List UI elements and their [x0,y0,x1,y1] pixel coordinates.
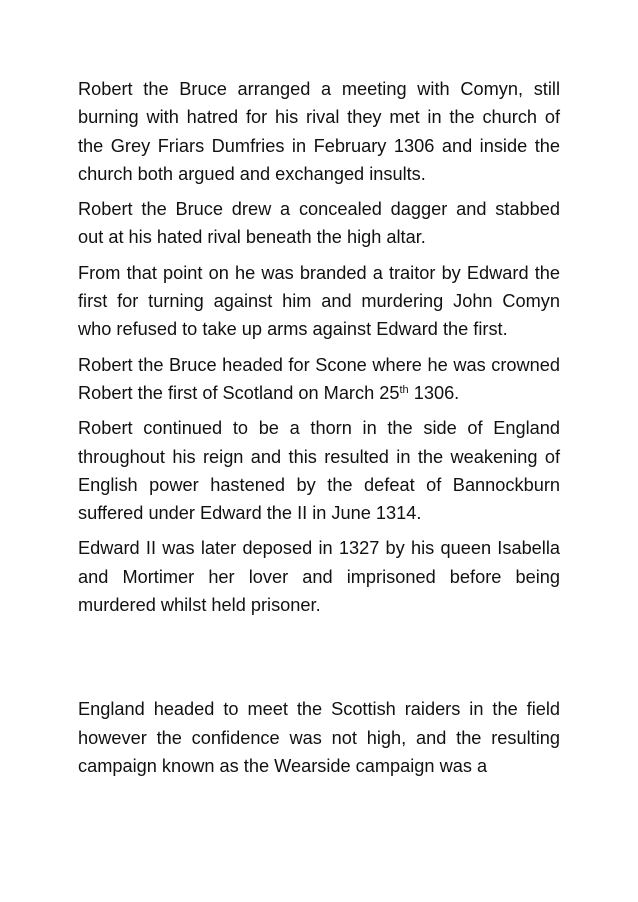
paragraph-traitor: From that point on he was branded a traitor by Edward the first for turning against him and murdering John Comyn who refused to take up arms against Edward the first. [78,262,560,340]
document-page [78,75,560,787]
paragraph-meeting: Robert the Bruce arranged a meeting with Comyn, still burning with hatred for his rival they met in the church of the Grey Friars Dumfries in February 1306 and inside the church both argued and exchanged insults. [78,79,560,184]
section-gap [78,626,560,695]
coronation-year: 1306. [408,382,460,403]
ordinal-suffix: th [399,383,409,396]
coronation-text: Robert the Bruce headed for Scone where he was crowned Robert the first of Scotland on March 25 [78,354,560,403]
paragraph-reign: Robert continued to be a thorn in the side of England throughout his reign and this resulted in the weakening of English power hastened by the defeat of Bannockburn suffered under Edward the II in June 1314. [78,418,560,524]
paragraph-coronation [78,351,560,408]
paragraph-wearside: England headed to meet the Scottish raiders in the field however the confidence was not high, and the resulting campaign known as the Wearside campaign was a [78,699,560,776]
paragraph-deposed: Edward II was later deposed in 1327 by his queen Isabella and Mortimer her lover and imprisoned before being murdered whilst held prisoner. [78,538,560,616]
paragraph-dagger: Robert the Bruce drew a concealed dagger and stabbed out at his hated rival beneath the high altar. [78,199,560,248]
